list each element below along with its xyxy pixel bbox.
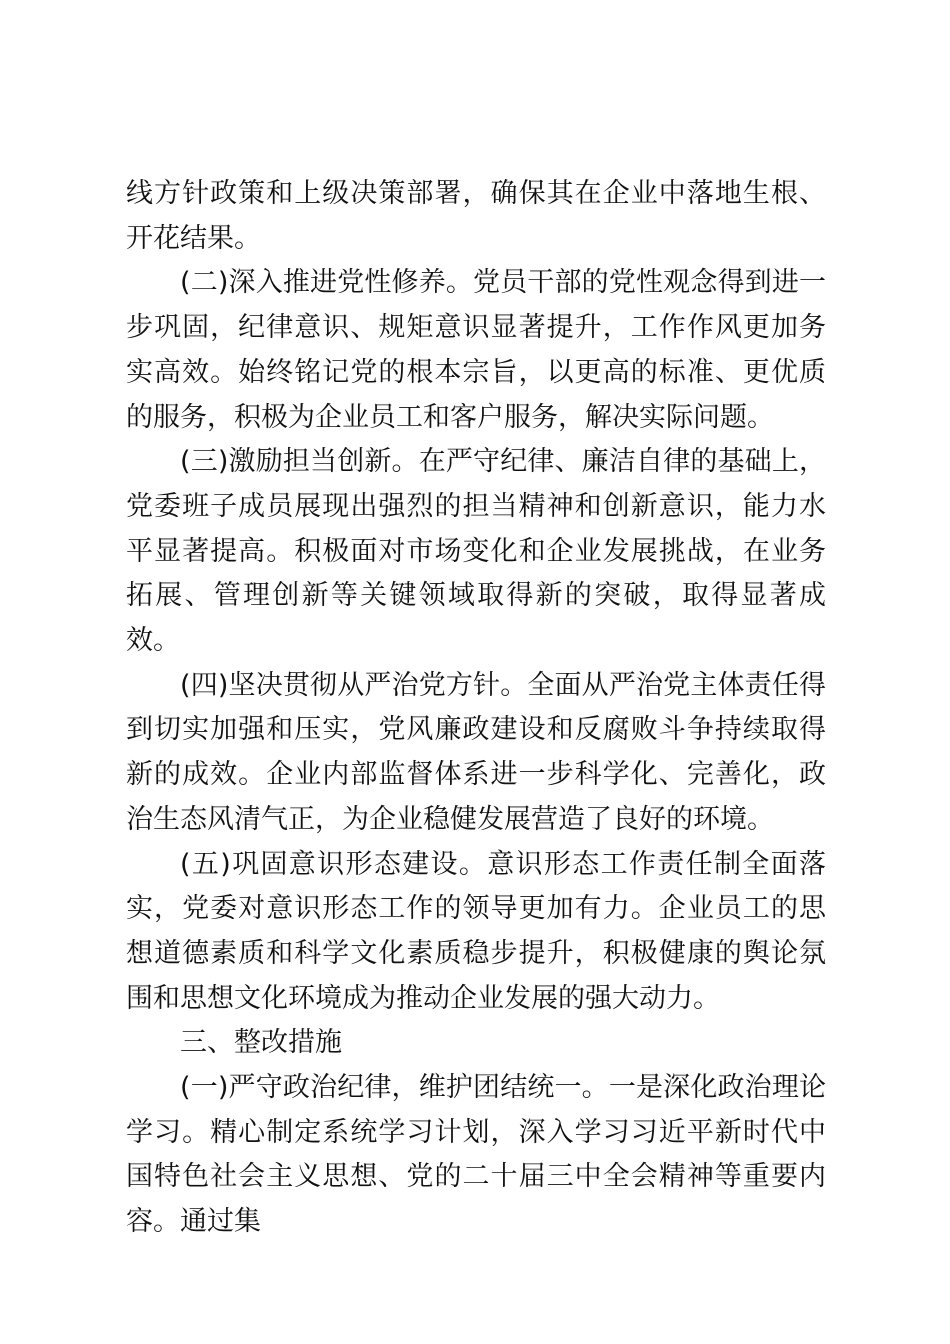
- section-heading-rectification: 三、整改措施: [180, 1027, 342, 1059]
- paragraph-measure-1: (一)严守政治纪律，维护团结统一。一是深化政治理论学习。精心制定系统学习计划，深入学习习近平新时代中国特色社会主义思想、党的二十届三中全会精神等重要内容。通过集: [126, 1072, 826, 1238]
- paragraph-section-3: (三)激励担当创新。在严守纪律、廉洁自律的基础上，党委班子成员展现出强烈的担当精神和创新意识，能力水平显著提高。积极面对市场变化和企业发展挑战，在业务拓展、管理创新等关键领域取得新的突破，取得显著成效。: [126, 446, 826, 657]
- paragraph-section-2: (二)深入推进党性修养。党员干部的党性观念得到进一步巩固，纪律意识、规矩意识显著提升，工作作风更加务实高效。始终铭记党的根本宗旨，以更高的标准、更优质的服务，积极为企业员工和客户服务，解决实际问题。: [126, 267, 826, 433]
- document-body: [126, 172, 826, 1245]
- paragraph-section-5: (五)巩固意识形态建设。意识形态工作责任制全面落实，党委对意识形态工作的领导更加有力。企业员工的思想道德素质和科学文化素质稳步提升，积极健康的舆论氛围和思想文化环境成为推动企业发展的强大动力。: [126, 848, 826, 1014]
- paragraph-section-4: (四)坚决贯彻从严治党方针。全面从严治党主体责任得到切实加强和压实，党风廉政建设和反腐败斗争持续取得新的成效。企业内部监督体系进一步科学化、完善化，政治生态风清气正，为企业稳健发展营造了良好的环境。: [126, 669, 826, 835]
- paragraph-continuation: 线方针政策和上级决策部署，确保其在企业中落地生根、开花结果。: [126, 178, 826, 254]
